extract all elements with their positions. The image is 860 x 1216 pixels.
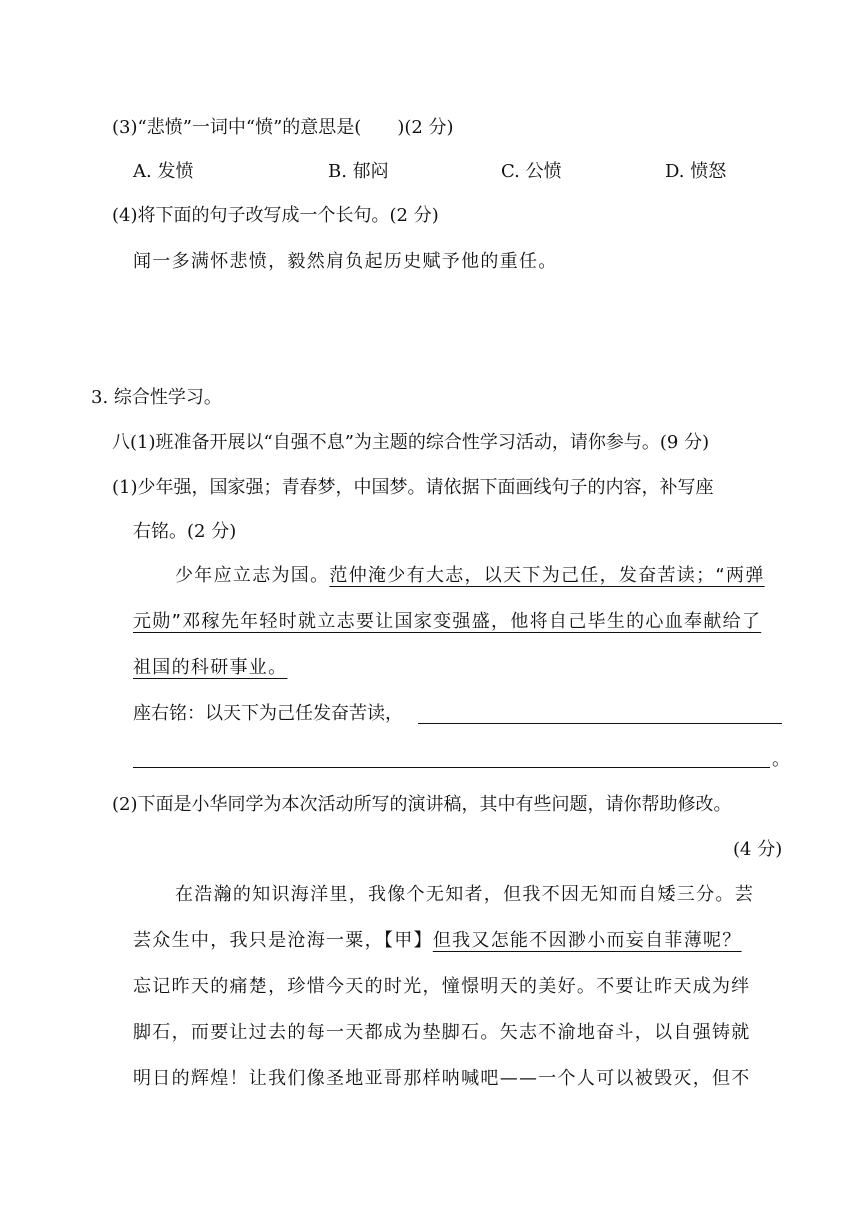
passage-1-line-1	[175, 564, 765, 588]
option-a[interactable]: A. 发愤	[133, 161, 194, 182]
question-3-prompt: (3)“悲愤”一词中“愤”的意思是( )(2 分)	[112, 117, 454, 138]
subquestion-2-score: (4 分)	[733, 839, 783, 860]
speech-line-2	[133, 929, 742, 953]
speech-line-2-plain: 芸众生中，我只是沧海一粟，	[133, 930, 384, 951]
speech-line-2-underlined: 但我又怎能不因渺小而妄自菲薄呢？	[432, 930, 742, 951]
section-3-intro: 八(1)班准备开展以“自强不息”为主题的综合性学习活动，请你参与。(9 分)	[112, 432, 710, 453]
option-d[interactable]: D. 愤怒	[665, 161, 727, 182]
motto-answer-blank-2[interactable]	[133, 767, 770, 768]
motto-answer-blank-1[interactable]	[418, 723, 782, 724]
passage-1-underlined-start: 范仲淹少有大志，以天下为己任，发奋苦读；“两弹	[329, 565, 765, 586]
subquestion-1-line-2: 右铭。(2 分)	[133, 521, 237, 542]
section-3-title: 3. 综合性学习。	[91, 387, 222, 408]
speech-marker-jia: 【甲】	[383, 930, 433, 951]
subquestion-1-line-1: (1)少年强，国家强；青春梦，中国梦。请依据下面画线句子的内容，补写座	[112, 477, 714, 498]
option-b[interactable]: B. 郁闷	[328, 161, 389, 182]
motto-label: 座右铭：以天下为己任发奋苦读，	[133, 703, 403, 724]
passage-1-line-2: 元勋”邓稼先年轻时就立志要让国家变强盛，他将自己毕生的心血奉献给了	[133, 611, 762, 632]
question-4-sentence: 闻一多满怀悲愤，毅然肩负起历史赋予他的重任。	[133, 251, 558, 272]
question-4-prompt: (4)将下面的句子改写成一个长句。(2 分)	[112, 205, 439, 226]
speech-line-4: 脚石，而要让过去的每一天都成为垫脚石。矢志不渝地奋斗，以自强铸就	[133, 1022, 751, 1043]
passage-1-plain: 少年应立志为国。	[175, 565, 330, 586]
option-c[interactable]: C. 公愤	[501, 161, 562, 182]
subquestion-2-line-1: (2)下面是小华同学为本次活动所写的演讲稿，其中有些问题，请你帮助修改。	[112, 794, 732, 815]
speech-line-3: 忘记昨天的痛楚，珍惜今天的时光，憧憬明天的美好。不要让昨天成为绊	[133, 976, 751, 997]
motto-end-period: 。	[772, 749, 790, 770]
speech-line-5: 明日的辉煌！让我们像圣地亚哥那样呐喊吧——一个人可以被毁灭，但不	[133, 1068, 751, 1089]
passage-1-line-3: 祖国的科研事业。	[133, 657, 288, 678]
speech-line-1: 在浩瀚的知识海洋里，我像个无知者，但我不因无知而自矮三分。芸	[175, 884, 754, 905]
